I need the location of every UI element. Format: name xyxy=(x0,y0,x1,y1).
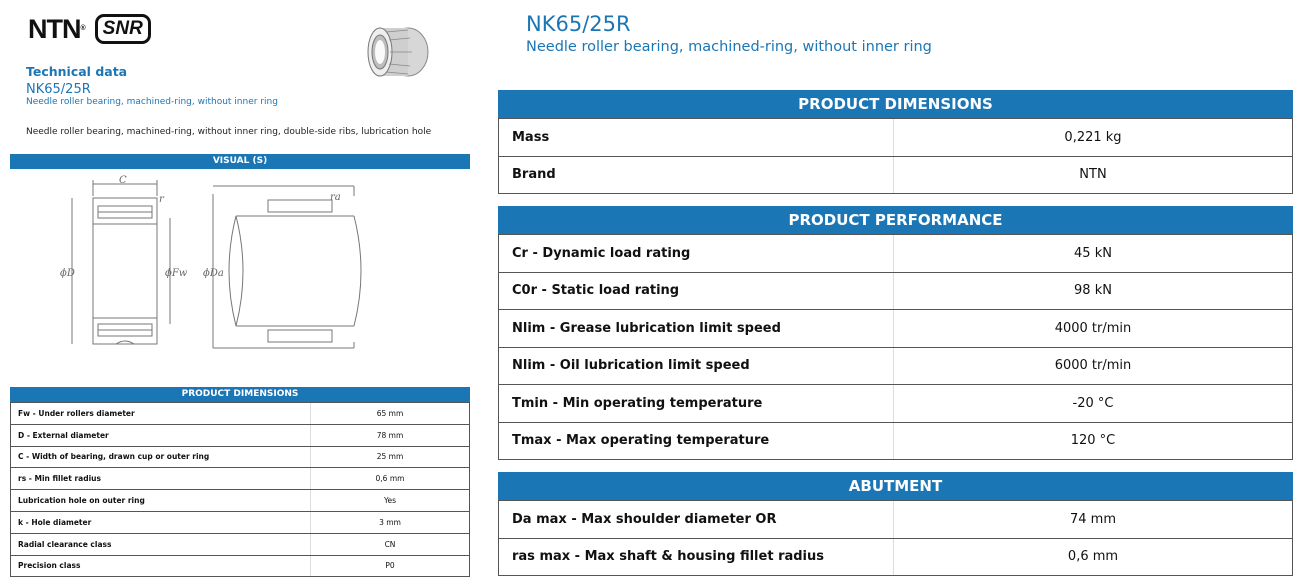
dimension-label: D - External diameter xyxy=(11,424,311,446)
row-value: 4000 tr/min xyxy=(894,310,1293,348)
table-row xyxy=(11,555,470,577)
left-dimensions-header: PRODUCT DIMENSIONS xyxy=(10,387,470,402)
dimension-label: Precision class xyxy=(11,555,311,577)
drawing-label-ra: ra xyxy=(330,192,341,203)
row-label: Nlim - Oil lubrication limit speed xyxy=(499,347,894,385)
page-title: NK65/25R xyxy=(526,12,631,36)
table-row xyxy=(499,538,1293,576)
bearing-thumbnail-icon xyxy=(364,22,434,82)
product-performance-table xyxy=(498,234,1293,460)
dimension-value: P0 xyxy=(311,555,470,577)
row-value: 120 °C xyxy=(894,422,1293,460)
product-dimensions-header: PRODUCT DIMENSIONS xyxy=(498,90,1293,118)
dimension-value: 0,6 mm xyxy=(311,468,470,490)
row-label: Nlim - Grease lubrication limit speed xyxy=(499,310,894,348)
abutment-table xyxy=(498,500,1293,576)
dimension-value: Yes xyxy=(311,490,470,512)
row-value: 0,221 kg xyxy=(894,119,1293,157)
table-row xyxy=(11,403,470,425)
table-row xyxy=(499,422,1293,460)
row-value: 0,6 mm xyxy=(894,538,1293,576)
row-label: Brand xyxy=(499,156,894,194)
abutment-section xyxy=(498,472,1293,576)
table-row xyxy=(11,511,470,533)
page-subtitle: Needle roller bearing, machined-ring, without inner ring xyxy=(526,39,932,55)
table-row xyxy=(499,119,1293,157)
table-row xyxy=(11,490,470,512)
row-value: 6000 tr/min xyxy=(894,347,1293,385)
brand-logos xyxy=(28,14,151,44)
table-row xyxy=(499,272,1293,310)
row-label: C0r - Static load rating xyxy=(499,272,894,310)
left-subtitle: Needle roller bearing, machined-ring, without inner ring xyxy=(26,97,278,107)
dimension-value: 78 mm xyxy=(311,424,470,446)
table-row xyxy=(11,446,470,468)
abutment-header: ABUTMENT xyxy=(498,472,1293,500)
row-value: NTN xyxy=(894,156,1293,194)
table-row xyxy=(499,156,1293,194)
dimension-label: rs - Min fillet radius xyxy=(11,468,311,490)
drawing-label-c: C xyxy=(119,175,127,186)
left-description: Needle roller bearing, machined-ring, without inner ring, double-side ribs, lubrication hole xyxy=(26,127,432,137)
table-row xyxy=(499,235,1293,273)
row-value: 74 mm xyxy=(894,501,1293,539)
product-dimensions-section xyxy=(498,90,1293,194)
row-value: -20 °C xyxy=(894,385,1293,423)
dimension-label: C - Width of bearing, drawn cup or outer ring xyxy=(11,446,311,468)
dimension-value: 25 mm xyxy=(311,446,470,468)
table-row xyxy=(499,310,1293,348)
dimension-label: k - Hole diameter xyxy=(11,511,311,533)
dimension-value: 65 mm xyxy=(311,403,470,425)
row-label: Cr - Dynamic load rating xyxy=(499,235,894,273)
visual-header: VISUAL (S) xyxy=(10,154,470,169)
table-row xyxy=(11,424,470,446)
table-row xyxy=(11,533,470,555)
dimension-label: Fw - Under rollers diameter xyxy=(11,403,311,425)
drawing-label-d: ϕD xyxy=(60,268,75,279)
dimension-value: CN xyxy=(311,533,470,555)
product-dimensions-table xyxy=(498,118,1293,194)
ntn-logo: NTN® xyxy=(28,14,85,44)
dimension-label: Lubrication hole on outer ring xyxy=(11,490,311,512)
table-row xyxy=(499,347,1293,385)
snr-logo: SNR xyxy=(95,14,151,44)
dimension-value: 3 mm xyxy=(311,511,470,533)
drawing-label-r: r xyxy=(159,194,164,205)
bearing-drawing-icon xyxy=(58,172,378,362)
technical-data-title: Technical data xyxy=(26,64,128,79)
product-performance-section xyxy=(498,206,1293,460)
row-value: 45 kN xyxy=(894,235,1293,273)
row-value: 98 kN xyxy=(894,272,1293,310)
table-row xyxy=(499,501,1293,539)
row-label: Tmax - Max operating temperature xyxy=(499,422,894,460)
table-row xyxy=(11,468,470,490)
row-label: ras max - Max shaft & housing fillet radius xyxy=(499,538,894,576)
row-label: Tmin - Min operating temperature xyxy=(499,385,894,423)
row-label: Mass xyxy=(499,119,894,157)
left-dimensions-table xyxy=(10,402,470,577)
drawing-label-da: ϕDa xyxy=(203,268,224,279)
row-label: Da max - Max shoulder diameter OR xyxy=(499,501,894,539)
drawing-label-fw: ϕFw xyxy=(165,268,188,279)
product-performance-header: PRODUCT PERFORMANCE xyxy=(498,206,1293,234)
dimension-label: Radial clearance class xyxy=(11,533,311,555)
left-reference: NK65/25R xyxy=(26,82,91,97)
table-row xyxy=(499,385,1293,423)
